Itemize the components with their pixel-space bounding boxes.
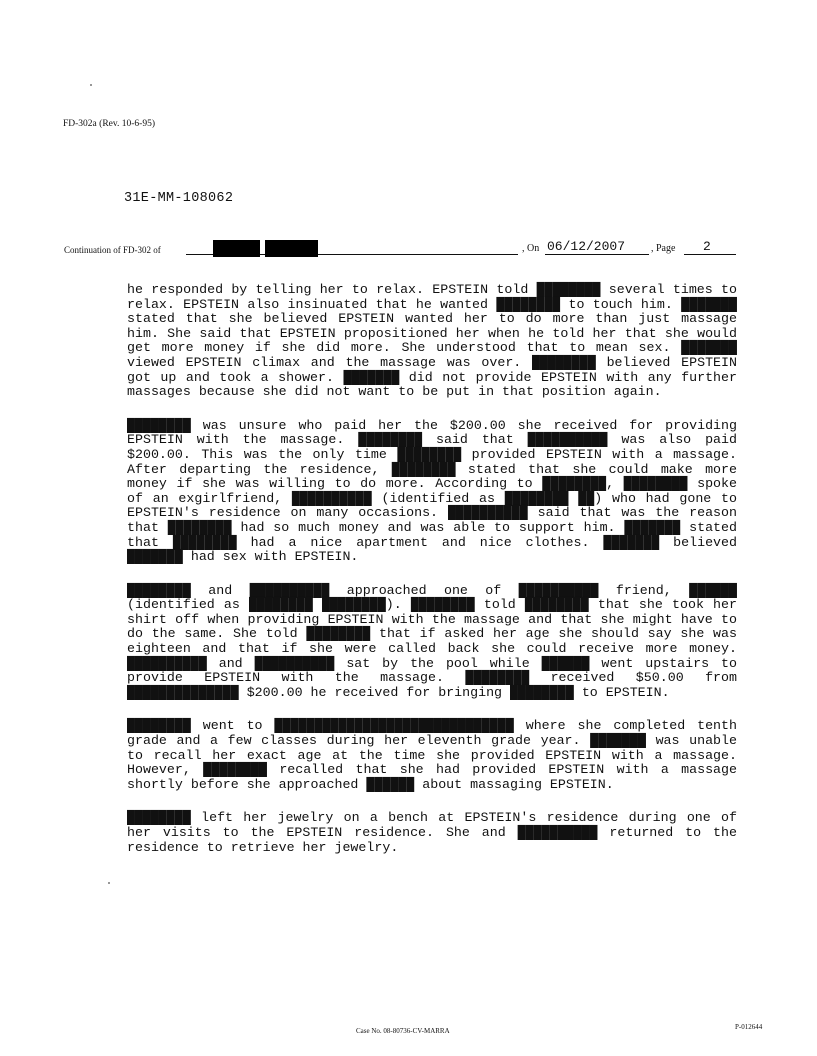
redaction-subject-name-1 bbox=[213, 240, 260, 257]
case-number-footer: Case No. 08-80736-CV-MARRA bbox=[356, 1027, 450, 1035]
page-number: 2 bbox=[703, 239, 711, 254]
continuation-label: Continuation of FD-302 of bbox=[64, 245, 161, 255]
on-label: , On bbox=[522, 243, 540, 254]
document-body bbox=[127, 283, 737, 855]
paragraph: ████████ went to ██████████████████████████████ where she completed tenth grade and a few classes during her eleventh grade year. ███████ was unable to recall her exact age at the time she provided EPSTEIN with a massage. However, ████████ recalled that she had provided EPSTEIN with a massage shortly before she approached ██████ about massaging EPSTEIN. bbox=[127, 718, 737, 792]
interview-date: 06/12/2007 bbox=[547, 239, 626, 254]
paragraph: ████████ and ██████████ approached one of ██████████ friend, ██████ (identified as ████████ ████████). ████████ told ████████ that she took her shirt off when providing EPSTEIN with the massage and that she might have to do the same. She told ████████ that if asked her age she should say she was eighteen and that if she were called back she could receive more money. ██████████ and ██████████ sat by the pool while ██████ went upstairs to provide EPSTEIN with the massage. ████████ received $50.00 from ██████████████ $200.00 he received for bringing ████████ to EPSTEIN. bbox=[127, 582, 737, 700]
page-label: , Page bbox=[651, 243, 676, 254]
date-underline bbox=[545, 254, 649, 255]
bates-number: P-012644 bbox=[735, 1023, 763, 1031]
form-id: FD-302a (Rev. 10-6-95) bbox=[63, 119, 155, 129]
redaction-subject-name-2 bbox=[265, 240, 318, 257]
file-number: 31E-MM-108062 bbox=[124, 191, 234, 206]
page-underline bbox=[684, 254, 736, 255]
paragraph: ████████ left her jewelry on a bench at EPSTEIN's residence during one of her visits to the EPSTEIN residence. She and ██████████ returned to the residence to retrieve her jewelry. bbox=[127, 810, 737, 855]
scan-speck bbox=[108, 882, 110, 884]
paragraph: he responded by telling her to relax. EPSTEIN told ████████ several times to relax. EPSTEIN also insinuated that he wanted ████████ to touch him. ███████ stated that she believed EPSTEIN wanted her to do more than just massage him. She said that EPSTEIN propositioned her when he told her that she would get more money if she did more. She understood that to mean sex. ███████ viewed EPSTEIN climax and the massage was over. ████████ believed EPSTEIN got up and took a shower. ███████ did not provide EPSTEIN with any further massages because she did not want to be put in that position again. bbox=[127, 282, 737, 400]
paragraph: ████████ was unsure who paid her the $200.00 she received for providing EPSTEIN with the massage. ████████ said that ██████████ was also paid $200.00. This was the only time ████████ provided EPSTEIN with a massage. After departing the residence, ████████ stated that she could make more money if she was willing to do more. According to ████████, ████████ spoke of an exgirlfriend, ██████████ (identified as ████████ ██) who had gone to EPSTEIN's residence on many occasions. ██████████ said that was the reason that ████████ had so much money and was able to support him. ███████ stated that ████████ had a nice apartment and nice clothes. ███████ believed ███████ had sex with EPSTEIN. bbox=[127, 417, 737, 565]
scan-speck bbox=[90, 84, 92, 86]
